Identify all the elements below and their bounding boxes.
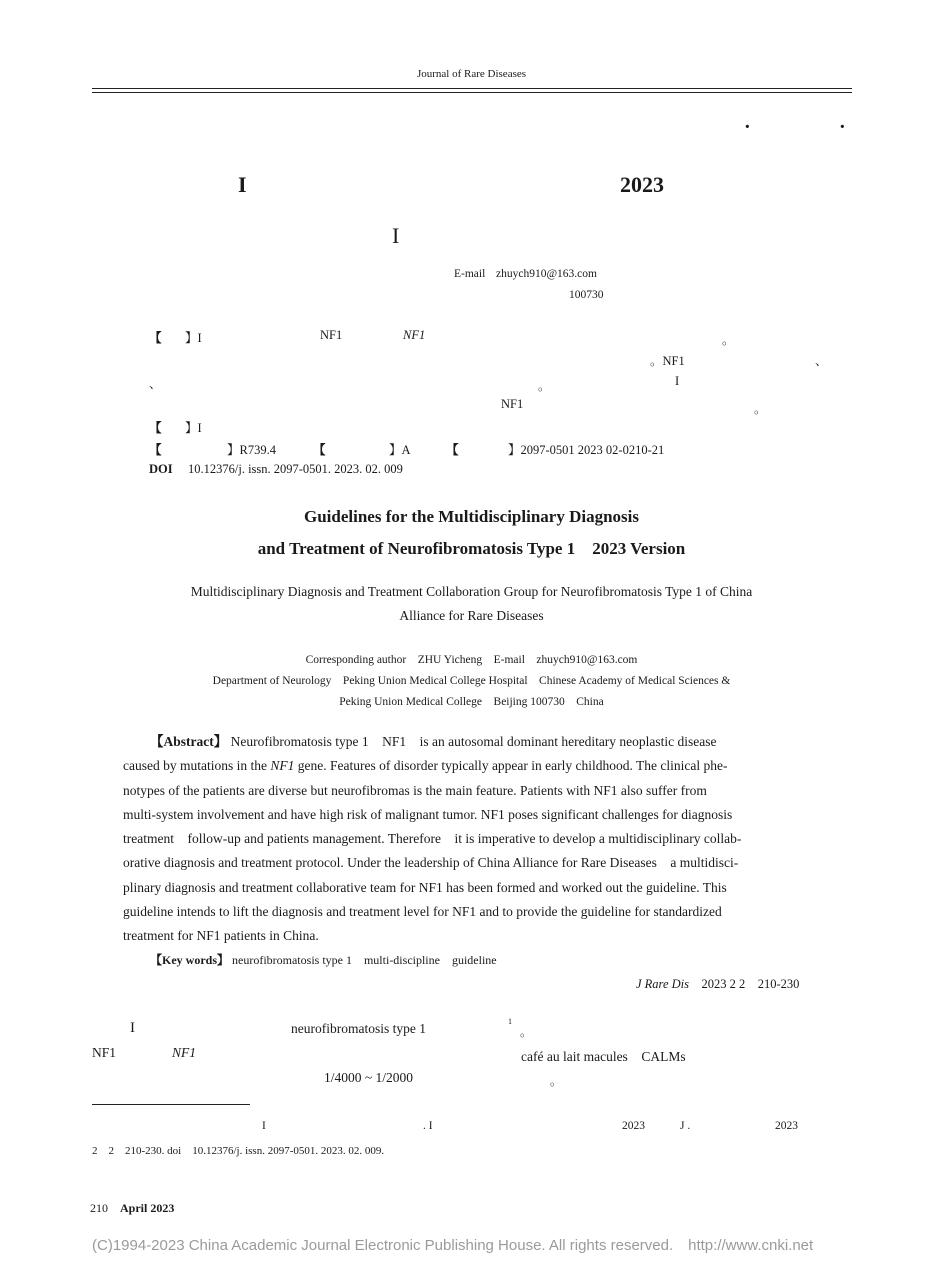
abstract-line: Neurofibromatosis type 1 NF1 is an autosomal dominant hereditary neoplastic disease xyxy=(227,734,717,749)
cn-title-line2: I xyxy=(392,223,400,248)
citation-text: 2023 2 2 210-230 xyxy=(701,977,800,991)
footnote-dot: . I xyxy=(423,1120,433,1132)
cn-doc-open: 【 xyxy=(313,443,326,457)
abstract-line: gene. Features of disorder typically appear in early childhood. The clinical phe- xyxy=(294,758,728,774)
cn-email-value: zhuych910@163.com xyxy=(496,268,597,280)
en-abstract xyxy=(123,730,823,949)
en-affiliation-line1: Department of Neurology Peking Union Medical College Hospital Chinese Academy of Medical Sciences & xyxy=(212,675,731,687)
body-roman: I xyxy=(130,1020,135,1036)
keywords-label: 【Key words】 xyxy=(150,953,229,967)
en-corresponding: Corresponding author ZHU Yicheng E-mail zhuych910@163.com xyxy=(305,654,638,666)
header-rule-thin xyxy=(92,92,852,93)
bullet-dot-icon: · xyxy=(839,116,846,138)
cn-title-part: I xyxy=(238,172,247,197)
cn-postcode: 100730 xyxy=(569,289,604,301)
abstract-line: orative diagnosis and treatment protocol. Under the leadership of China Alliance for Rare Diseases a multidisci- xyxy=(123,855,739,871)
body-frequency: 1/4000 ~ 1/2000 xyxy=(324,1070,414,1085)
abstract-line: treatment follow-up and patients management. Therefore it is imperative to develop a multidisciplinary collab- xyxy=(123,831,742,847)
cn-keywords-open: 【 xyxy=(149,421,162,435)
cn-class-open: 【 xyxy=(149,443,162,457)
cn-abstract-nf1: NF1 xyxy=(320,328,343,342)
abstract-line: treatment for NF1 patients in China. xyxy=(123,928,319,944)
cn-abstract-punct: 。 xyxy=(722,333,735,347)
page-month: April xyxy=(120,1201,148,1215)
cn-abstract-gene: NF1 xyxy=(403,328,426,342)
cn-title-year: 2023 xyxy=(620,172,664,197)
cn-doc-code: 】A xyxy=(389,443,411,457)
body-term: neurofibromatosis type 1 xyxy=(291,1021,426,1036)
footnote-year2: 2023 xyxy=(775,1120,798,1132)
body-punct: 。 xyxy=(550,1074,563,1088)
cn-article-number: 】2097-0501 2023 02-0210-21 xyxy=(508,443,665,457)
cn-abstract-nf1: NF1 xyxy=(501,397,524,411)
abstract-line: guideline intends to lift the diagnosis and treatment level for NF1 and to provide the guideline for standardized xyxy=(123,904,722,920)
abstract-line: caused by mutations in the xyxy=(123,758,271,774)
cn-article-open: 【 xyxy=(446,443,459,457)
header-rule-thick xyxy=(92,88,852,89)
cn-abstract-punct: 。 xyxy=(538,379,551,393)
cn-email-label: E-mail xyxy=(454,268,486,280)
journal-header: Journal of Rare Diseases xyxy=(416,68,527,80)
cn-abstract-punct: 。 xyxy=(754,402,767,416)
abstract-line: plinary diagnosis and treatment collaborative team for NF1 has been formed and worked out the guideline. This xyxy=(123,879,727,895)
cn-abstract-nf1: 。NF1 xyxy=(650,354,685,368)
keywords-text: neurofibromatosis type 1 multi-discipline guideline xyxy=(229,953,497,967)
copyright-notice: (C)1994-2023 China Academic Journal Electronic Publishing House. All rights reserved. http://www.cnki.net xyxy=(92,1237,814,1254)
cn-abstract-bracket-close: 】I xyxy=(185,331,202,345)
bullet-dot-icon: · xyxy=(744,116,751,138)
citation xyxy=(636,974,799,992)
footnote-j: J . xyxy=(680,1120,691,1132)
en-authors-line2: Alliance for Rare Diseases xyxy=(399,608,544,623)
cn-abstract-punct: 、 xyxy=(815,354,828,368)
page-footer xyxy=(90,1199,174,1216)
abstract-line: notypes of the patients are diverse but neurofibromas is the main feature. Patients with NF1 also suffer from xyxy=(123,782,707,798)
body-punct: 。 xyxy=(520,1025,533,1039)
footnote-doi: 2 2 210-230. doi 10.12376/j. issn. 2097-0501. 2023. 02. 009. xyxy=(92,1145,385,1157)
abstract-line: multi-system involvement and have high risk of malignant tumor. NF1 poses significant challenges for diagnosis xyxy=(123,806,733,822)
page-year: 2023 xyxy=(150,1201,175,1215)
doi-label: DOI xyxy=(149,462,173,476)
cn-class-number: 】R739.4 xyxy=(227,443,276,457)
footnote-year: 2023 xyxy=(622,1120,645,1132)
body-calms: café au lait macules CALMs xyxy=(521,1049,686,1064)
body-ref: 1 xyxy=(508,1017,512,1026)
en-affiliation-line2: Peking Union Medical College Beijing 100730 China xyxy=(339,696,604,708)
en-keywords xyxy=(150,951,497,968)
doi-value: 10.12376/j. issn. 2097-0501. 2023. 02. 009 xyxy=(188,462,403,476)
page-number: 210 xyxy=(90,1201,108,1215)
abstract-label: 【Abstract】 xyxy=(150,734,228,749)
en-title-line2: and Treatment of Neurofibromatosis Type 1 2023 Version xyxy=(257,539,686,558)
en-title-line1: Guidelines for the Multidisciplinary Diagnosis xyxy=(303,507,639,526)
cn-abstract-punct: 、 xyxy=(149,377,162,391)
abstract-gene: NF1 xyxy=(270,758,295,774)
en-authors-line1: Multidisciplinary Diagnosis and Treatment Collaboration Group for Neurofibromatosis Type 1 of China xyxy=(190,584,753,599)
cn-abstract-roman: I xyxy=(675,374,680,388)
cn-abstract-bracket-open: 【 xyxy=(149,331,162,345)
body-gene: NF1 xyxy=(172,1045,197,1060)
footnote-roman: I xyxy=(262,1120,266,1132)
cn-keywords-close: 】I xyxy=(185,421,202,435)
body-nf1: NF1 xyxy=(92,1045,117,1060)
citation-journal: J Rare Dis xyxy=(636,977,689,991)
footnote-rule xyxy=(92,1104,250,1105)
